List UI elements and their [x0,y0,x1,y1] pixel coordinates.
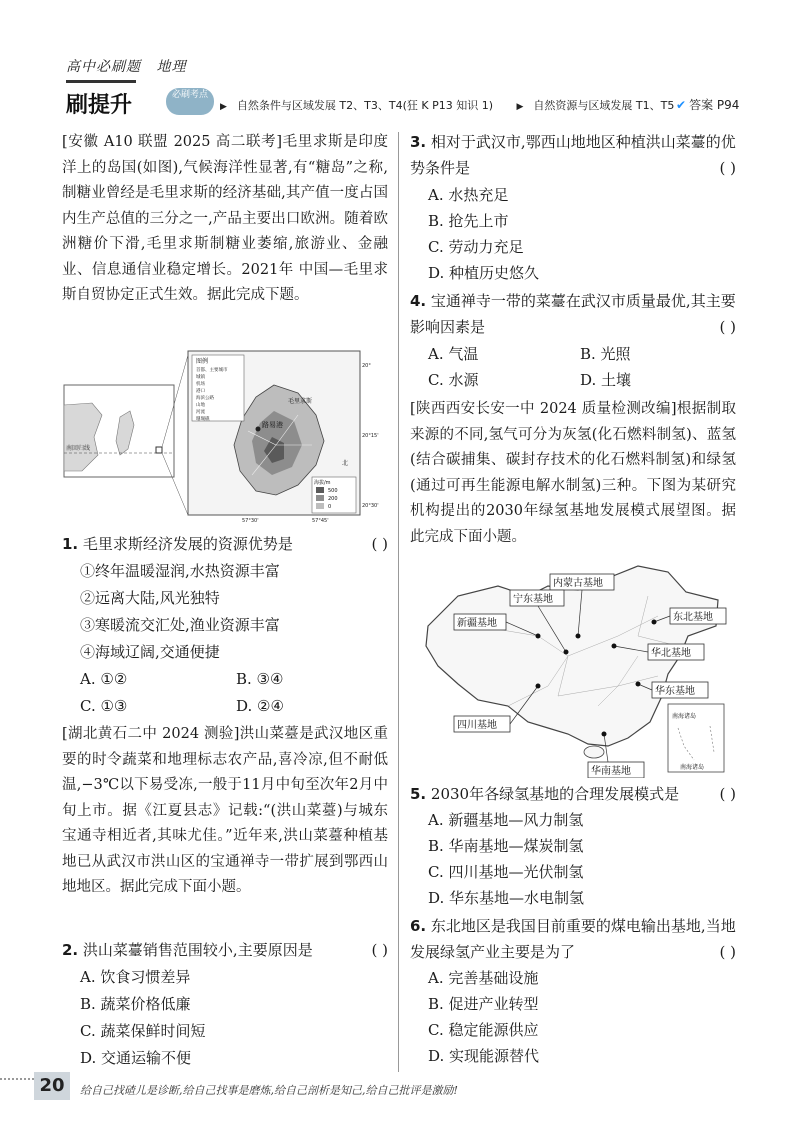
height-label: 200 [328,496,338,502]
question-2 [62,938,388,964]
option-d[interactable]: D. 实现能源替代 [428,1047,540,1065]
question-number: 4. [410,292,427,310]
option-b[interactable]: B. 促进产业转型 [428,995,539,1013]
legend-title: 图例 [196,358,209,365]
base-label: 宁东基地 [513,594,553,605]
option-a[interactable]: A. ①② [80,670,128,688]
capital-marker [256,427,261,432]
topic-links [220,97,694,113]
question-1 [62,532,388,558]
height-swatch-low [316,503,324,509]
statement: ②远离大陆,风光独特 [80,589,220,607]
locator-box [156,447,162,453]
base-label: 四川基地 [457,720,497,731]
base-label: 华东基地 [655,686,695,697]
option-a[interactable]: A. 饮食习惯差异 [80,968,191,986]
option-c[interactable]: C. ①③ [80,697,128,715]
option-c[interactable]: C. 四川基地—光伏制氢 [428,863,584,881]
option-d[interactable]: D. 种植历史悠久 [428,264,540,282]
lat-label: 20° [362,363,371,369]
subject: 地理 [156,59,187,75]
base-label: 华南基地 [591,766,631,777]
option-c[interactable]: C. 稳定能源供应 [428,1021,539,1039]
statement: ①终年温暖湿润,水热资源丰富 [80,562,280,580]
legend-item: 港口 [196,389,205,394]
answer-paren[interactable]: ( ) [719,785,736,803]
legend-item: 山地 [196,403,205,408]
column-divider [398,132,399,1072]
option-d[interactable]: D. 土壤 [580,371,632,389]
direction-label: 北 [342,460,349,467]
question-3 [410,130,736,181]
statement: ④海域辽阔,交通便捷 [80,643,220,661]
brand-logo: 刷提升 [66,93,133,118]
question-4 [410,289,736,340]
footer-motto: 给自己找碴儿是诊断,给自己找事是磨炼,给自己剖析是知己,给自己批评是激励! [80,1084,458,1097]
intro-mauritius: [安徽 A10 联盟 2025 高二联考]毛里求斯是印度洋上的岛国(如图),气候海洋性显著,有“糖岛”之称,制糖业曾经是毛里求斯的经济基础,其产值一度占国内生产总值的三分之一,产品主要出口欧洲。随着欧洲糖价下滑,毛里求斯制糖业萎缩,旅游业、金融业、信息通信业稳定增长。2021年 中国—毛里求斯自贸协定正式生效。据此完成下题。 [62,134,388,303]
option-a[interactable]: A. 水热充足 [428,186,509,204]
option-d[interactable]: D. 华东基地—水电制氢 [428,889,585,907]
question-6 [410,914,736,965]
option-c[interactable]: C. 水源 [428,371,479,389]
question-number: 5. [410,785,427,803]
height-legend-title: 海拔/m [314,480,331,486]
question-stem: 相对于武汉市,鄂西山地地区种植洪山菜薹的优势条件是 [410,133,736,177]
height-swatch-mid [316,495,324,501]
intro-hongshan: [湖北黄石二中 2024 测验]洪山菜薹是武汉地区重要的时令蔬菜和地理标志农产品,喜冷凉,但不耐低温,−3℃以下易受冻,一般于11月中旬至次年2月中旬上市。据《江夏县志》记载:“(洪山菜薹)与城东宝通寺相近者,其味尤佳。”近年来,洪山菜薹种植基地已从武汉市洪山区的宝通禅寺一带扩展到鄂西山地地区。据此完成下面小题。 [62,726,388,895]
mauritius-map-svg [62,345,388,523]
option-b[interactable]: B. 抢先上市 [428,212,509,230]
lon-label: 57°45' [312,518,329,523]
base-label: 东北基地 [673,612,713,623]
question-stem: 毛里求斯经济发展的资源优势是 [82,535,293,553]
lat-label: 20°30' [362,503,379,509]
option-b[interactable]: B. 蔬菜价格低廉 [80,995,191,1013]
legend-item: 首都、主要城市 [196,368,228,373]
lon-label: 57°30' [242,518,259,523]
answer-paren[interactable]: ( ) [371,941,388,959]
inset-label: 南海诸岛 [680,764,705,771]
book-series: 高中必刷题 [66,59,141,75]
option-b[interactable]: B. 光照 [580,345,631,363]
triangle-icon: ▶ [220,102,227,112]
locator-line [162,453,188,515]
option-d[interactable]: D. 交通运输不便 [80,1049,192,1067]
island-label: 毛里求斯 [288,398,313,405]
base-label: 内蒙古基地 [553,578,603,589]
question-number: 1. [62,535,79,553]
topic-link-2[interactable]: ▶ 自然资源与区域发展 T1、T5 [516,99,675,112]
height-label: 0 [328,504,332,510]
height-label: 500 [328,488,338,494]
intro-hydrogen: [陕西西安长安一中 2024 质量检测改编]根据制取来源的不同,氢气可分为灰氢(化石燃料制氢)、蓝氢(结合碳捕集、碳封存技术的化石燃料制氢)和绿氢(通过可再生能源电解水制氢)三种。下图为某研究机构提出的2030年绿氢基地发展模式展望图。据此完成下面小题。 [410,401,736,545]
footer-dots [0,1078,34,1080]
option-b[interactable]: B. ③④ [236,670,284,688]
legend-item: 机场 [196,382,205,387]
page-number: 20 [34,1072,70,1100]
option-a[interactable]: A. 新疆基地—风力制氢 [428,811,584,829]
question-number: 2. [62,941,79,959]
question-stem: 洪山菜薹销售范围较小,主要原因是 [82,941,313,959]
base-label: 新疆基地 [457,618,497,629]
china-map-svg [418,556,734,778]
book-title [66,56,186,76]
question-stem: 宝通禅寺一带的菜薹在武汉市质量最优,其主要影响因素是 [410,292,736,336]
topic-link-1[interactable]: ▶ 自然条件与区域发展 T2、T3、T4(狂 K P13 知识 1) [220,99,493,112]
option-a[interactable]: A. 完善基础设施 [428,969,539,987]
answer-paren[interactable]: ( ) [719,943,736,961]
question-5 [410,782,736,808]
brand-badge: 必刷考点 [166,88,214,115]
answer-paren[interactable]: ( ) [719,159,736,177]
answer-paren[interactable]: ( ) [371,535,388,553]
option-d[interactable]: D. ②④ [236,697,284,715]
question-number: 3. [410,133,427,151]
option-a[interactable]: A. 气温 [428,345,479,363]
legend-item: 海滨公路 [196,396,214,401]
height-swatch-high [316,487,324,493]
option-c[interactable]: C. 蔬菜保鲜时间短 [80,1022,206,1040]
base-label: 华北基地 [651,648,691,659]
legend-item: 城镇 [196,375,205,380]
legend-item: 河流 [196,410,205,415]
question-stem: 2030年各绿氢基地的合理发展模式是 [430,785,680,803]
question-number: 6. [410,917,427,935]
inset-title: 南海诸岛 [672,713,697,720]
check-icon: ✔ [676,98,687,112]
statement: ③寒暖流交汇处,渔业资源丰富 [80,616,280,634]
title-rule [66,80,136,83]
answer-ref[interactable]: ✔ 答案 P94 [676,98,740,112]
legend-item: 珊瑚礁 [196,417,210,422]
hainan-island [584,746,604,758]
port-label: 路易港 [262,421,283,429]
mauritius-map [62,345,388,523]
china-hydrogen-map [418,556,734,778]
answer-paren[interactable]: ( ) [719,318,736,336]
question-stem: 东北地区是我国目前重要的煤电输出基地,当地发展绿氢产业主要是为了 [410,917,736,961]
option-c[interactable]: C. 劳动力充足 [428,238,524,256]
option-b[interactable]: B. 华南基地—煤炭制氢 [428,837,584,855]
triangle-icon: ▶ [516,102,524,112]
lat-label: 20°15' [362,433,379,439]
inset-label: 南回归线 [66,445,91,452]
